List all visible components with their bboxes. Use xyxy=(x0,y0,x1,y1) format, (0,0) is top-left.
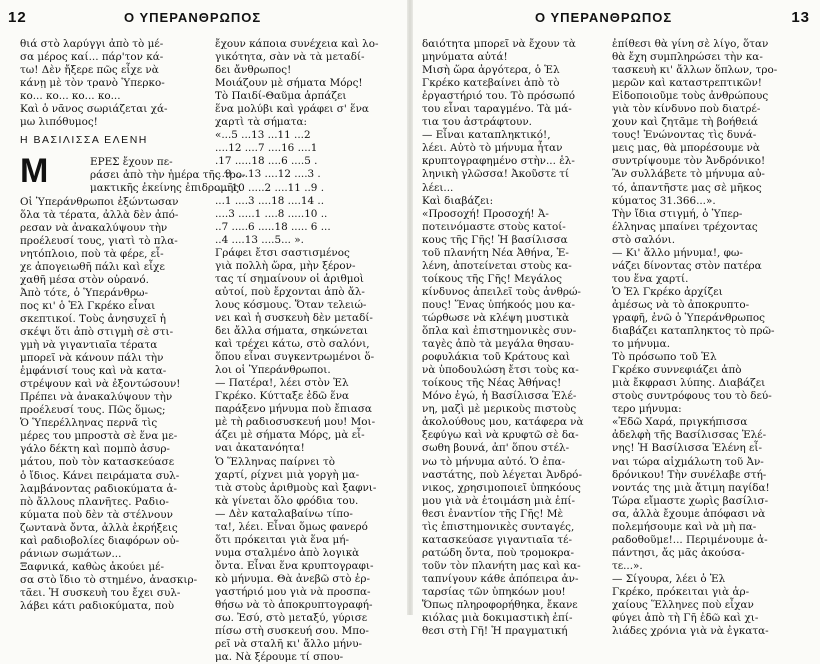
text-line: κατασκεύασε γιγαντιαῖα τέ- xyxy=(422,533,573,546)
text-line: ὁ ἴδιος. Κάνει πειράματα συλ- xyxy=(20,469,180,482)
text-line: ταγὲς ἀπὸ τὰ μεγάλα θησαυ- xyxy=(422,338,574,351)
text-line: σα, ἀλλὰ ἔχουμε ἀπόφασι νὰ xyxy=(612,507,766,520)
text-line: ναι ἀκατανόητα! xyxy=(215,442,305,455)
text-line: ὅπλα καὶ ἐπιστημονικὲς συν- xyxy=(422,325,577,338)
left-page-column-1 xyxy=(20,38,246,615)
text-line: μερῶν καὶ καταστρεπτικῶν! xyxy=(612,77,762,90)
text-line: «...5 ...13 ...11 ...2 xyxy=(215,129,311,142)
text-line: μέρες του μπροστὰ σὲ ἕνα με- xyxy=(20,430,178,443)
text-line: ὅτι πρόκειται γιὰ ἕνα μή- xyxy=(215,533,349,546)
text-line: χουν καὶ ζητᾶμε τὴ βοήθειά xyxy=(612,116,758,129)
text-line: θὰ ἔχη συμπληρώσει τὴν κα- xyxy=(612,51,763,64)
text-line: τό, ἀπαντῆστε μας σὲ μῆκος xyxy=(612,181,762,194)
text-line: αὐτοί, ποὺ ἔρχονται ἀπὸ ἄλ- xyxy=(215,285,365,298)
text-line: ρατώδη ὄντα, ποὺ τρομοκρα- xyxy=(422,546,575,559)
section-title: Η ΒΑΣΙΛΙΣΣΑ ΕΛΕΝΗ xyxy=(20,134,148,147)
text-line: μπορεῖ νὰ κάνουν πάλι τὴν xyxy=(20,352,164,365)
text-line: διαβάζει καταπληκτος τὸ πρῶ- xyxy=(612,325,775,338)
text-line: ...1 ....3 ....18 ....14 .. xyxy=(215,194,325,207)
text-line: Τώρα εἴμαστε χωρὶς βασίλισ- xyxy=(612,494,769,507)
text-line: κύματα ποὺ δὲν τὰ στέλνουν xyxy=(20,508,173,521)
text-line: Ξαφνικά, καθὼς ἀκούει μέ- xyxy=(20,560,164,573)
text-line: πάντησι, ἄς μᾶς ἀκούσα- xyxy=(612,546,745,559)
text-line: Οἱ Ὑπεράνθρωποι ἐξώντωσαν xyxy=(20,195,179,208)
text-line: χαρτὶ τὰ σήματα: xyxy=(215,116,307,129)
text-line: γιὰ τὸν κίνδυνο ποὺ διατρέ- xyxy=(612,103,761,116)
text-line: σκεπτικοί. Τοὺς ἀνησυχεῖ ἡ xyxy=(20,312,166,325)
text-line: συντρίψουμε τὸν Ἀνδρόνικο! xyxy=(612,155,766,168)
text-line: γμὴ νὰ γιγαντιαῖα τέρατα xyxy=(20,339,158,352)
running-title-right: Ο ΥΠΕΡΑΝΘΡΩΠΟΣ xyxy=(535,10,673,25)
text-line: λαμβάνοντας ραδιοκύματα ἀ- xyxy=(20,482,178,495)
text-line: γαστήριό μου γιὰ νὰ προσπα- xyxy=(215,585,371,598)
text-line: σα στὸ ἴδιο τὸ στημένο, ἀνασκιρ- xyxy=(20,573,198,586)
text-line: λοι οἱ Ὑπεράνθρωποι. xyxy=(215,364,331,377)
text-line: ..4 ....13 ....5... ». xyxy=(215,233,304,246)
page-number-left: 12 xyxy=(8,9,27,26)
left-page-column-2 xyxy=(215,38,401,664)
text-line: ἕνα μολύβι καὶ γράφει σ' ἕνα xyxy=(215,103,369,116)
text-line: τώρθωσε νὰ κλέψη μυστικὰ xyxy=(422,311,570,324)
text-line: ἔχουν κάποια συνέχεια καὶ λο- xyxy=(215,38,379,50)
text-line: παράξενο μήνυμα ποὺ ἔπιασα xyxy=(215,403,372,416)
text-line: σκέψι ὅτι ἀπὸ στιγμὴ σὲ στι- xyxy=(20,325,174,338)
text-line: χε ἀπογειωθῆ πάλι καὶ εἶχε xyxy=(20,260,165,273)
text-line: θεσι στὴ Γῆ! Ἡ πραγματική xyxy=(422,625,568,638)
text-line: στρέψουν καὶ νὰ ἐξοντώσουν! xyxy=(20,378,181,391)
text-line: νει καὶ ἡ συσκευὴ δὲν μεταδί- xyxy=(215,311,373,324)
text-line: — Εἶναι καταπληκτικό!, xyxy=(422,129,551,142)
text-line: Μισὴ ὥρα ἀργότερα, ὁ Ἑλ xyxy=(422,64,560,77)
text-line: Καὶ διαβάζει: xyxy=(422,194,494,207)
text-line: ζωντανὰ ὄντα, ἀλλὰ ἐκρήξεις xyxy=(20,521,178,534)
text-line: Τὸ πρόσωπο τοῦ Ἑλ xyxy=(612,351,717,364)
text-line: άζει μὲ σήματα Μόρς, μὰ εἶ- xyxy=(215,429,365,442)
text-line: φύγει ἀπὸ τὴ Γῆ ἐδῶ καὶ χι- xyxy=(612,612,759,625)
story-ending-text xyxy=(20,38,208,129)
text-line: τιὰ στοὺς ἀριθμοὺς καὶ ξαφνι- xyxy=(215,481,377,494)
text-line: Μόνο ἐγώ, ἡ Βασίλισσα Ἑλέ- xyxy=(422,390,577,403)
text-line: ....12 ....7 ....16 ....1 xyxy=(215,142,318,155)
text-line: καὶ τρέχει κάτω, στὸ σαλόνι, xyxy=(215,338,370,351)
text-line: ράνιων σωμάτων... xyxy=(20,547,122,560)
text-line: ἀδελφὴ τῆς Βασίλισσας Ἑλέ- xyxy=(612,429,767,442)
text-line: .17 .....18 ....6 ....5 . xyxy=(215,155,318,168)
text-line: — Δὲν καταλαβαίνω τίπο- xyxy=(215,507,353,520)
text-line: νάζει δίνοντας στὸν πατέρα xyxy=(612,259,762,272)
text-line: ἀμέσως νὰ τὸ ἀποκρυπτο- xyxy=(612,298,750,311)
drop-cap-letter: Μ xyxy=(20,152,49,191)
text-line: Ὁ Ἕλληνας παίρνει τὸ xyxy=(215,455,335,468)
left-page-header xyxy=(0,9,410,29)
text-line: ΕΡΕΣ ἔχουν πε- xyxy=(90,156,173,169)
text-line: μὲ τὴ ραδιοσυσκευή μου! Μοι- xyxy=(215,416,376,429)
text-line: τὶς ἐπιστημονικὲς συνταγές, xyxy=(422,520,575,533)
text-line: — Κι' ἄλλο μήνυμα!, φω- xyxy=(612,246,743,259)
text-line: τους! Ἑνώνοντας τὶς δυνά- xyxy=(612,129,757,142)
text-line: Ἀπὸ τότε, ὁ Ὑπεράνθρω- xyxy=(20,286,149,299)
right-page-column-1 xyxy=(422,38,604,638)
text-line: πος κι' ὁ Ἑλ Γκρέκο εἶναι xyxy=(20,299,156,312)
text-line: δει ἄνθρωπος! xyxy=(215,64,292,77)
text-line: ράσει ἀπὸ τὴν ἡμέρα τῆς τρο- xyxy=(90,169,246,182)
text-line: μακτικῆς ἐκείνης ἐπιδρομῆς. xyxy=(90,182,243,195)
text-line: σω. Ἐσύ, στὸ μεταξύ, γύρισε xyxy=(215,612,368,625)
text-line: μιὰ ἔκφρασι λύπης. Διαβάζει xyxy=(612,377,766,390)
text-line: ρεῖ νὰ σταλῆ κι' ἄλλο μήνυ- xyxy=(215,638,363,651)
text-line: στοὺς συντρόφους του τὸ δεύ- xyxy=(612,390,772,403)
text-line: ἀκολούθους μου, κατάφερα νὰ xyxy=(422,416,584,429)
text-line: λους κόσμους. Ὅταν τελειώ- xyxy=(215,298,367,311)
text-line: σα μέρος καί... πάρ'τον κά- xyxy=(20,51,164,64)
text-line: Γράφει ἔτσι σαστισμένος xyxy=(215,246,350,259)
text-line: Γκρέκο. Κύτταξε ἐδῶ ἕνα xyxy=(215,390,350,403)
text-line: ὅλα τὰ τέρατα, ἀλλὰ δὲν ἀπό- xyxy=(20,208,179,221)
text-line: ναστάτης, ποὺ λέγεται Ἀνδρό- xyxy=(422,468,582,481)
text-line: γικότητα, σὰν νὰ τὰ μεταδί- xyxy=(215,51,365,64)
right-page xyxy=(410,0,820,638)
text-line: ἐργαστήριό του. Τὸ πρόσωπό xyxy=(422,90,575,103)
running-title-left: Ο ΥΠΕΡΑΝΘΡΩΠΟΣ xyxy=(124,10,262,25)
text-line: ταπνίγουν κάθε ἀπόπειρα ἀν- xyxy=(422,572,579,585)
text-line: τια του ἀστράφτουν. xyxy=(422,116,532,129)
text-line: τοῦ πλανήτη Νέα Ἀθήνα, Ἑ- xyxy=(422,246,569,259)
text-line: νοντάς της μιὰ ἄτιμη παγίδα! xyxy=(612,481,770,494)
text-line: λένη, ἀποτείνεται στοὺς κα- xyxy=(422,259,572,272)
body-text xyxy=(20,196,208,614)
text-line: Καὶ ὁ νᾶνος σωριάζεται χά- xyxy=(20,103,168,116)
text-line: Τὴν ἴδια στιγμή, ὁ Ὑπερ- xyxy=(612,207,743,220)
text-line: νης! Ἡ Βασίλισσα Ἑλένη εἶ- xyxy=(612,442,762,455)
text-line: προέλευσί τους. Πῶς ὅμως; xyxy=(20,404,166,417)
text-line: του ἕνα χαρτί. xyxy=(612,272,689,285)
right-page-column-2 xyxy=(612,38,808,638)
drop-cap-paragraph xyxy=(20,152,246,195)
text-line: Ὅπως πληροφορήθηκα, ἔκανε xyxy=(422,599,578,612)
text-line: δαιότητα μπορεῖ νὰ ἔχουν τὰ xyxy=(422,38,576,50)
text-line: ξεφύγω καὶ νὰ κρυφτῶ σὲ δα- xyxy=(422,429,579,442)
text-line: «Ἐδῶ Χαρά, πριγκήπισσα xyxy=(612,416,748,429)
text-line: θιά στὸ λαρύγγι ἀπὸ τὸ μέ- xyxy=(20,38,164,50)
text-line: στὸ σαλόνι. xyxy=(612,233,676,246)
text-line: σωθη βουνά, ἀπ' ὅπου στέλ- xyxy=(422,442,570,455)
text-line: ρεσαν νὰ ἀνακαλύψουν τὴν xyxy=(20,221,168,234)
text-line: πολεμήσουμε καὶ νὰ μὴ πα- xyxy=(612,520,757,533)
text-line: ....3 .....1 ....8 .....10 .. xyxy=(215,207,328,220)
text-line: θήσω νὰ τὸ ἀποκρυπτογραφή- xyxy=(215,599,373,612)
text-line: — Σίγουρα, λέει ὁ Ἑλ xyxy=(612,572,726,585)
text-line: Ὁ Ἑλ Γκρέκο ἀρχίζει xyxy=(612,285,723,298)
text-line: κὸ μήνυμα. Θὰ ἀνεβῶ στὸ ἐρ- xyxy=(215,572,370,585)
text-line: πίσω στὴ συσκευή σου. Μπο- xyxy=(215,625,369,638)
text-line: κίνδυνος ἀπειλεῖ τοὺς ἀνθρώ- xyxy=(422,285,581,298)
text-line: προέλευσί τους, γιατὶ τὸ πλα- xyxy=(20,234,178,247)
text-line: λέει... xyxy=(422,181,454,194)
text-line: λιάδες χρόνια γιὰ νὰ ἐγκατα- xyxy=(612,625,769,638)
text-line: κο... κο... κο... κο... xyxy=(20,90,121,103)
text-line: τοῦν τὸν πλανήτη μας καὶ κα- xyxy=(422,559,581,572)
text-line: κάνῃ μὲ τὸν τρανὸ Ὑπερκο- xyxy=(20,77,165,90)
text-line: λέει. Αὐτὸ τὸ μήνυμα ἦταν xyxy=(422,142,563,155)
text-line: πὸ ἄλλους πλανῆτες. Ραδιο- xyxy=(20,495,169,508)
text-line: Γκρέκο, πρόκειται γιὰ ἀρ- xyxy=(612,585,750,598)
text-line: ..7 .....6 .....18 ..... 6 ... xyxy=(215,220,331,233)
text-line: τε...». xyxy=(612,559,643,572)
text-line: νη, μαζὶ μὲ μερικοὺς πιστοὺς xyxy=(422,403,577,416)
text-line: κύματος 31.366...». xyxy=(612,194,716,207)
text-line: — Πατέρα!, λέει στὸν Ἑλ xyxy=(215,377,349,390)
text-line: ἐμφάνισί τους καὶ νὰ κατα- xyxy=(20,365,167,378)
text-line: ροφυλάκια τοῦ Κράτους καὶ xyxy=(422,351,570,364)
text-line: τας τί σημαίνουν οἱ ἀριθμοὶ xyxy=(215,272,364,285)
text-line: νυμα σταλμένο ἀπὸ λογικὰ xyxy=(215,546,360,559)
text-line: καὶ ραδιοβολίες διαφόρων οὐ- xyxy=(20,534,180,547)
page-number-right: 13 xyxy=(791,9,810,26)
text-line: τερο μήνυμα: xyxy=(612,403,682,416)
text-line: νικος, χρησιμοποιεῖ ὑπηκόους xyxy=(422,481,581,494)
text-line: θεσι ἐναντίον τῆς Γῆς! Μὲ xyxy=(422,507,564,520)
text-line: τω! Δὲν ἤξερε πῶς εἶχε νὰ xyxy=(20,64,159,77)
text-line: κρυπτογραφημένο στὴν... ἑλ- xyxy=(422,155,575,168)
text-line: τασκευὴ κι' ἄλλων ὅπλων, τρο- xyxy=(612,64,778,77)
text-line: Γκρέκο συννεφιάζει ἀπὸ xyxy=(612,364,742,377)
right-page-header xyxy=(410,9,820,29)
text-line: τοίκους τῆς Γῆς! Μεγάλος xyxy=(422,272,563,285)
text-line: κιόλας μιὰ δοκιμαστικὴ ἐπί- xyxy=(422,612,573,625)
text-line: ὅπου εἶναι συγκεντρωμένοι ὅ- xyxy=(215,351,375,364)
text-line: Ἂν συλλάβετε τὸ μήνυμα αὐ- xyxy=(612,168,765,181)
text-line: ταρσίας τῶν ὑπηκόων μου! xyxy=(422,585,566,598)
text-line: κὰ γίνεται ὅλο φρόδια του. xyxy=(215,494,359,507)
text-line: ληνικὴ γλῶσσα! Ἀκοῦστε τί xyxy=(422,168,570,181)
text-line: ἐπίθεσι θὰ γίνη σὲ λίγο, ὅταν xyxy=(612,38,769,50)
text-line: το μήνυμα. xyxy=(612,338,670,351)
text-line: λάβει κάτι ραδιοκύματα, ποὺ xyxy=(20,599,175,612)
text-line: δρόνικου! Τὴν συνέλαβε στή- xyxy=(612,468,767,481)
text-line: μα. Νὰ ξέρουμε τί σπου- xyxy=(215,651,344,664)
text-line: τα!, λέει. Εἶναι ὅμως φανερό xyxy=(215,520,368,533)
text-line: τᾶει. Ἡ συσκευὴ του ἔχει συλ- xyxy=(20,586,181,599)
text-line: ναι τώρα αἰχμάλωτη τοῦ Ἀν- xyxy=(612,455,764,468)
text-line: Πρέπει νὰ ἀνακαλύψουν τὴν xyxy=(20,391,173,404)
text-line: τοίκους τῆς Νέας Ἀθήνας! xyxy=(422,377,562,390)
text-line: ὄντα. Εἶναι ἕνα κρυπτογραφι- xyxy=(215,559,374,572)
text-line: πους! Ἕνας ὑπήκοός μου κα- xyxy=(422,298,576,311)
text-line: «Προσοχή! Προσοχή! Ἀ- xyxy=(422,207,549,220)
text-line: χαρτί, ρίχνει μιὰ γοργὴ μα- xyxy=(215,468,360,481)
text-line: Τὸ Παιδί-Θαῦμα ἁρπάζει xyxy=(215,90,347,103)
text-line: χαίους Ἕλληνες ποὺ εἶχαν xyxy=(612,599,754,612)
text-line: μάτου, ποὺ τὸν κατασκεύασε xyxy=(20,456,175,469)
text-line: Γκρέκο κατεβαίνει ἀπὸ τὸ xyxy=(422,77,560,90)
text-line: Ὁ Ὑπερέλληνας περνᾶ τὶς xyxy=(20,417,158,430)
text-line: του εἶναι ταραγμένο. Τὰ μά- xyxy=(422,103,572,116)
text-line: Μοιάζουν μὲ σήματα Μόρς! xyxy=(215,77,363,90)
text-line: μεις μας, θὰ μπορέσουμε νὰ xyxy=(612,142,760,155)
text-line: μου γιὰ νὰ ἑτοιμάση μιὰ ἐπί- xyxy=(422,494,576,507)
text-line: χαθῆ μέσα στὸν οὐρανό. xyxy=(20,273,149,286)
text-line: δει ἄλλα σήματα, σηκώνεται xyxy=(215,325,368,338)
text-line: γάλο δέκτη καὶ πομπὸ ἀσυρ- xyxy=(20,443,170,456)
text-line: έλληνας μπαίνει τρέχοντας xyxy=(612,220,758,233)
text-line: ποτεινόμαστε στοὺς κατοί- xyxy=(422,220,566,233)
text-line: ραδοθοῦμε!... Περιμένουμε ἀ- xyxy=(612,533,768,546)
text-line: .....10 .....2 ....11 ..9 . xyxy=(215,181,325,194)
text-line: ...9 ....13 ....12 ....3 . xyxy=(215,168,321,181)
text-line: μηνύματα αὐτά! xyxy=(422,51,508,64)
text-line: μω λιπόθυμος! xyxy=(20,116,98,129)
text-line: γραφῆ, ἐνῶ ὁ Ὑπεράνθρωπος xyxy=(612,311,765,324)
text-line: νητόπλοιο, ποὺ τὰ φέρε, εἶ- xyxy=(20,247,164,260)
text-line: γιὰ πολλὴ ὥρα, μὴν ξέρον- xyxy=(215,259,356,272)
text-line: νὰ ὑποδουλώση ἔτσι τοὺς κα- xyxy=(422,364,579,377)
text-line: κους τῆς Γῆς! Ἡ βασίλισσα xyxy=(422,233,568,246)
text-line: Εἰδοποιοῦμε τοὺς ἀνθρώπους xyxy=(612,90,769,103)
text-line: νω τὸ μήνυμα αὐτό. Ὁ ἐπα- xyxy=(422,455,566,468)
